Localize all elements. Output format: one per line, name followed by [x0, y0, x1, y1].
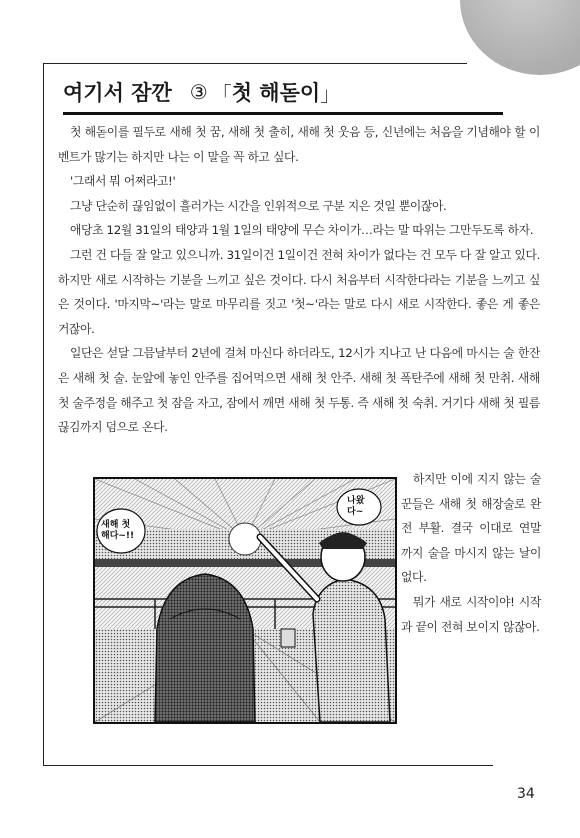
section-heading [63, 72, 503, 115]
frame-line-top [43, 63, 467, 64]
paragraph: 일단은 섣달 그믐날부터 2년에 걸쳐 마신다 하더라도, 12시가 지나고 난 다음에 마시는 술 한잔은 새해 첫 술. 눈앞에 놓인 안주를 집어먹으면 새해 첫 안주. 새해 첫 폭탄주에 새해 첫 만취. 새해 첫 술주정을 해주고 첫 잠을 자고, 잠에서 깨면 새해 첫 두통. 즉 새해 첫 숙취. 거기다 새해 첫 필름 끊김까지 덤으로 온다. [58, 346, 540, 435]
heading-bracket-open: 「 [211, 81, 232, 106]
bubble-left-line: 새해 첫 [101, 520, 131, 530]
page-number: 34 [517, 786, 535, 802]
paragraph: 그런 건 다들 잘 알고 있으니까. 31일이건 1일이건 전혀 차이가 없다는 건 모두 다 잘 알고 있다. 하지만 새로 시작하는 기분을 느끼고 싶은 것이다. 다시 처음부터 시작한다라는 기분을 느끼고 싶은 것이다. '마지막~'라는 말로 마무리를 짓고 '첫~'라는 말로 다시 새로 시작한다. 좋은 게 좋은 거잖아. [58, 247, 540, 336]
speech-bubble-left [101, 520, 134, 542]
heading-number: ③ [189, 80, 208, 104]
paragraph: 그냥 단순히 끊임없이 흘러가는 시간을 인위적으로 구분 지은 것일 뿐이잖아. [70, 198, 447, 213]
side-paragraph: 뭐가 새로 시작이야! 시작과 끝이 전혀 보이지 않잖아. [401, 594, 541, 634]
paragraph: '그래서 뭐 어쩌라고!' [70, 174, 176, 189]
body-text [58, 120, 540, 440]
paragraph: 애당초 12월 31일의 태양과 1월 1일의 태양에 무슨 차이가…라는 말 따위는 그만두도록 하자. [70, 223, 534, 238]
heading-title: 첫 해돋이 [231, 81, 321, 105]
comic-illustration [93, 477, 397, 724]
speech-bubble-right [347, 496, 364, 518]
frame-line-left [43, 63, 44, 765]
heading-kicker: 여기서 잠깐 [63, 81, 172, 105]
paragraph: 첫 해돋이를 필두로 새해 첫 꿈, 새해 첫 출히, 새해 첫 웃음 등, 신년에는 처음을 기념해야 할 이벤트가 많기는 하지만 나는 이 말을 꼭 하고 싶다. [58, 125, 540, 164]
bubble-right-line: 다~ [347, 507, 364, 517]
side-text [401, 467, 541, 639]
corner-decoration [460, 0, 580, 75]
bubble-left-line: 해다~!! [101, 531, 135, 541]
side-paragraph: 하지만 이에 지지 않는 술꾼들은 새해 첫 해장술로 완전 부활. 결국 이대로 연말 까지 술을 마시지 않는 날이 없다. [401, 472, 541, 585]
heading-bracket-close: 」 [320, 81, 341, 106]
frame-line-bottom [43, 765, 493, 766]
bubble-right-line: 나왔 [347, 496, 365, 506]
